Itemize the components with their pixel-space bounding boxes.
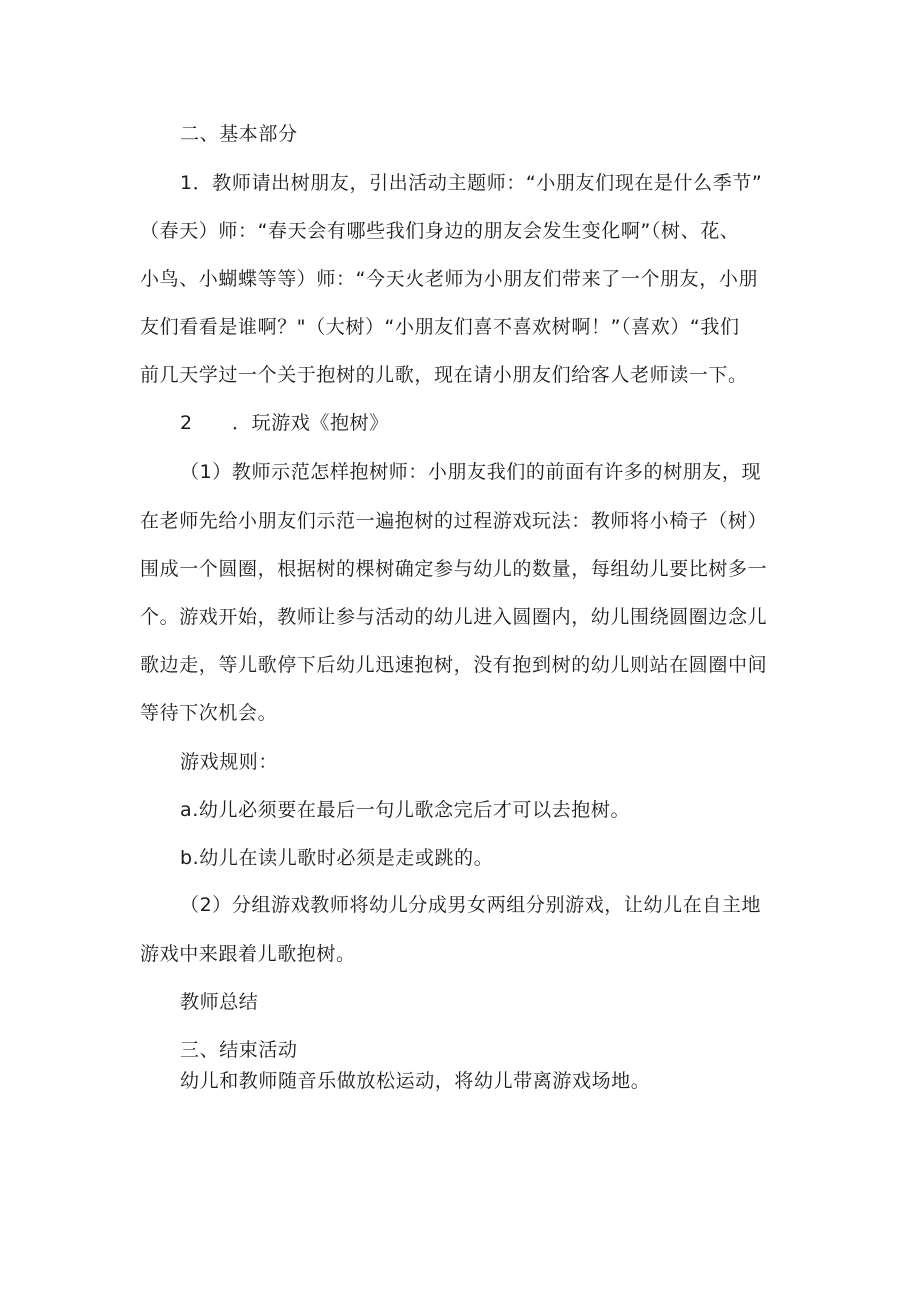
paragraph-line: 1．教师请出树朋友，引出活动主题师：“小朋友们现在是什么季节” (180, 172, 763, 194)
list-item-game (180, 410, 389, 436)
paragraph-line: （春天）师：“春天会有哪些我们身边的朋友会发生变化啊”（树、花、 (140, 220, 740, 242)
paragraph-line: 小鸟、小蝴蝶等等）师：“今天火老师为小朋友们带来了一个朋友，小朋 (140, 268, 759, 290)
rules-heading: 游戏规则： (180, 751, 279, 773)
paragraph-line: 游戏中来跟着儿歌抱树。 (140, 943, 356, 965)
rule-b: b.幼儿在读儿歌时必须是走或跳的。 (180, 847, 494, 869)
paragraph-line: 友们看看是谁啊？"（大树）“小朋友们喜不喜欢树啊！”（喜欢）“我们 (140, 316, 740, 338)
rule-a: a.幼儿必须要在最后一句儿歌念完后才可以去抱树。 (180, 799, 631, 821)
teacher-summary: 教师总结 (180, 991, 259, 1013)
section-heading-end: 三、结束活动 (180, 1039, 298, 1061)
paragraph-line: 个。游戏开始，教师让参与活动的幼儿进入圆圈内，幼儿围绕圆圈边念儿 (140, 606, 768, 628)
end-activity-text: 幼儿和教师随音乐做放松运动，将幼儿带离游戏场地。 (180, 1070, 651, 1092)
paragraph-line: 前几天学过一个关于抱树的儿歌，现在请小朋友们给客人老师读一下。 (140, 364, 748, 386)
paragraph-line: （1）教师示范怎样抱树师：小朋友我们的前面有许多的树朋友，现 (180, 461, 762, 483)
paragraph-line: 等待下次机会。 (140, 702, 278, 724)
paragraph-line: 围成一个圆圈，根据树的棵树确定参与幼儿的数量，每组幼儿要比树多一 (140, 558, 768, 580)
paragraph-line: 在老师先给小朋友们示范一遍抱树的过程游戏玩法：教师将小椅子（树） (140, 510, 768, 532)
paragraph-line: （2）分组游戏教师将幼儿分成男女两组分别游戏，让幼儿在自主地 (180, 894, 762, 916)
paragraph-line: 歌边走，等儿歌停下后幼儿迅速抱树，没有抱到树的幼儿则站在圆圈中间 (140, 654, 768, 676)
section-heading-basic: 二、基本部分 (180, 123, 298, 145)
list-item-text: ．玩游戏《抱树》 (232, 412, 389, 434)
list-item-number: 2 (180, 412, 193, 434)
